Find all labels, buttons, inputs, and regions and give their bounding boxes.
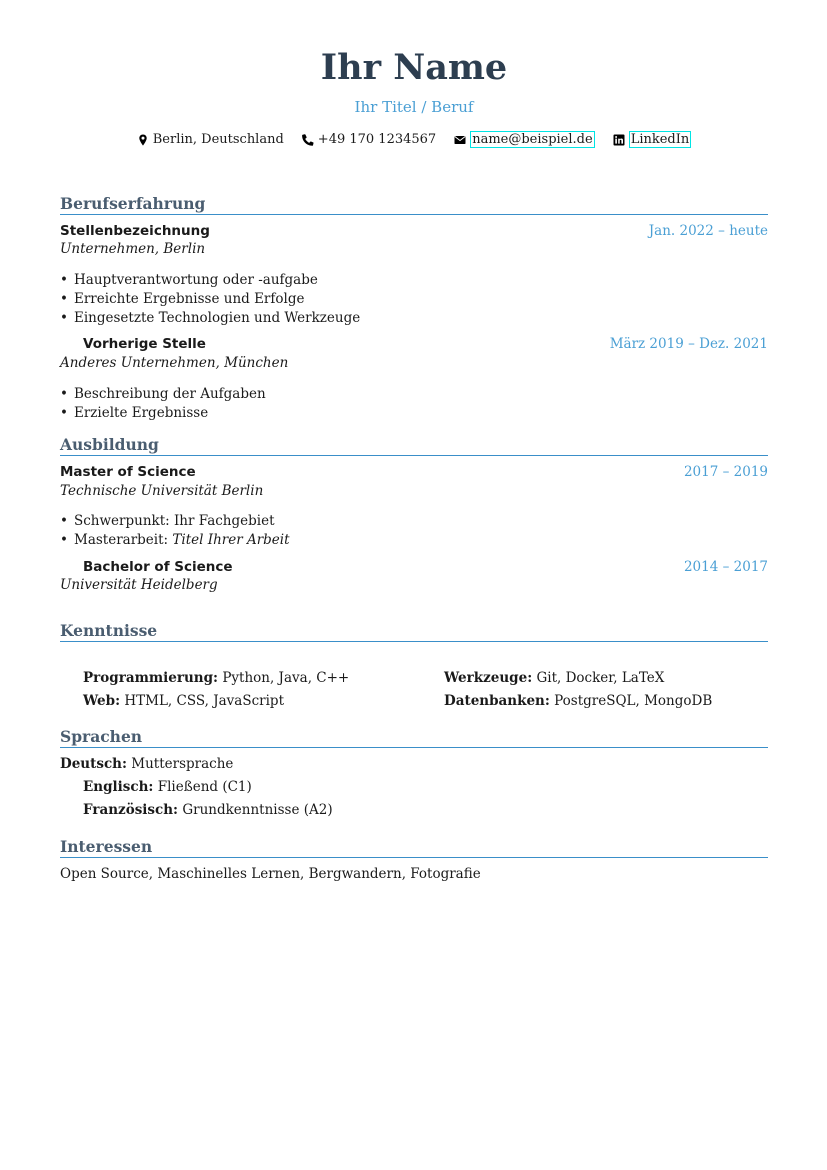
skill-value: Git, Docker, LaTeX	[532, 670, 665, 686]
language-item	[83, 801, 333, 819]
list-item: • Erzielte Ergebnisse	[60, 404, 208, 422]
job-title: Vorherige Stelle	[83, 336, 206, 352]
language-label: Französisch:	[83, 802, 179, 818]
list-item: • Erreichte Ergebnisse und Erfolge	[60, 290, 304, 308]
skill-value: PostgreSQL, MongoDB	[549, 693, 713, 709]
cv-name: Ihr Name	[320, 47, 508, 88]
section-heading-skills: Kenntnisse	[60, 621, 768, 642]
language-item	[60, 755, 233, 773]
degree-institution: Technische Universität Berlin	[60, 483, 264, 499]
language-level: Grundkenntnisse (A2)	[178, 802, 333, 818]
contact-location	[137, 132, 284, 147]
language-level: Muttersprache	[126, 756, 234, 772]
language-item	[83, 778, 252, 796]
linkedin-link[interactable]: LinkedIn	[630, 132, 690, 147]
job-date: März 2019 – Dez. 2021	[609, 336, 768, 352]
job-title: Stellenbezeichnung	[60, 223, 210, 239]
skill-value: HTML, CSS, JavaScript	[120, 693, 284, 709]
list-item	[60, 531, 290, 549]
map-marker-icon	[137, 134, 149, 146]
language-label: Englisch:	[83, 779, 154, 795]
skill-label: Web:	[83, 693, 121, 709]
contact-email	[454, 131, 594, 148]
skill-value: Python, Java, C++	[218, 670, 350, 686]
job-entry-2	[60, 335, 768, 353]
education-entry-1	[60, 463, 768, 481]
section-heading-languages: Sprachen	[60, 727, 768, 748]
language-level: Fließend (C1)	[153, 779, 252, 795]
job-org: Unternehmen, Berlin	[60, 241, 206, 257]
location-text: Berlin, Deutschland	[152, 132, 284, 147]
contact-bar	[60, 131, 768, 148]
degree-title: Bachelor of Science	[83, 559, 233, 575]
skill-item	[83, 692, 284, 710]
list-item: • Beschreibung der Aufgaben	[60, 385, 266, 403]
list-item: • Hauptverantwortung oder -aufgabe	[60, 271, 318, 289]
linkedin-icon	[613, 134, 625, 146]
skill-label: Werkzeuge:	[444, 670, 533, 686]
contact-linkedin	[613, 131, 692, 148]
list-item: • Eingesetzte Technologien und Werkzeuge	[60, 309, 360, 327]
skill-label: Datenbanken:	[444, 693, 550, 709]
skill-item	[83, 669, 349, 687]
language-label: Deutsch:	[60, 756, 127, 772]
interests-text: Open Source, Maschinelles Lernen, Bergwandern, Fotografie	[60, 866, 481, 882]
phone-icon	[302, 134, 314, 146]
skill-item	[444, 692, 712, 710]
job-entry-1	[60, 222, 768, 240]
skill-item	[444, 669, 664, 687]
list-item: • Schwerpunkt: Ihr Fachgebiet	[60, 512, 275, 530]
thesis-title: Titel Ihrer Arbeit	[172, 532, 290, 548]
contact-phone	[302, 132, 436, 147]
education-entry-2	[60, 558, 768, 576]
job-org: Anderes Unternehmen, München	[60, 355, 289, 371]
degree-title: Master of Science	[60, 464, 196, 480]
skill-label: Programmierung:	[83, 670, 219, 686]
section-heading-interests: Interessen	[60, 837, 768, 858]
job-date: Jan. 2022 – heute	[648, 223, 768, 239]
phone-text: +49 170 1234567	[317, 132, 437, 147]
degree-institution: Universität Heidelberg	[60, 577, 218, 593]
list-item-prefix: Masterarbeit:	[74, 532, 173, 548]
degree-date: 2014 – 2017	[683, 559, 768, 575]
email-link[interactable]: name@beispiel.de	[472, 132, 593, 147]
cv-job-title: Ihr Titel / Beruf	[354, 98, 474, 116]
section-heading-education: Ausbildung	[60, 435, 768, 456]
degree-date: 2017 – 2019	[683, 464, 768, 480]
section-heading-experience: Berufserfahrung	[60, 194, 768, 215]
envelope-icon	[454, 134, 466, 146]
